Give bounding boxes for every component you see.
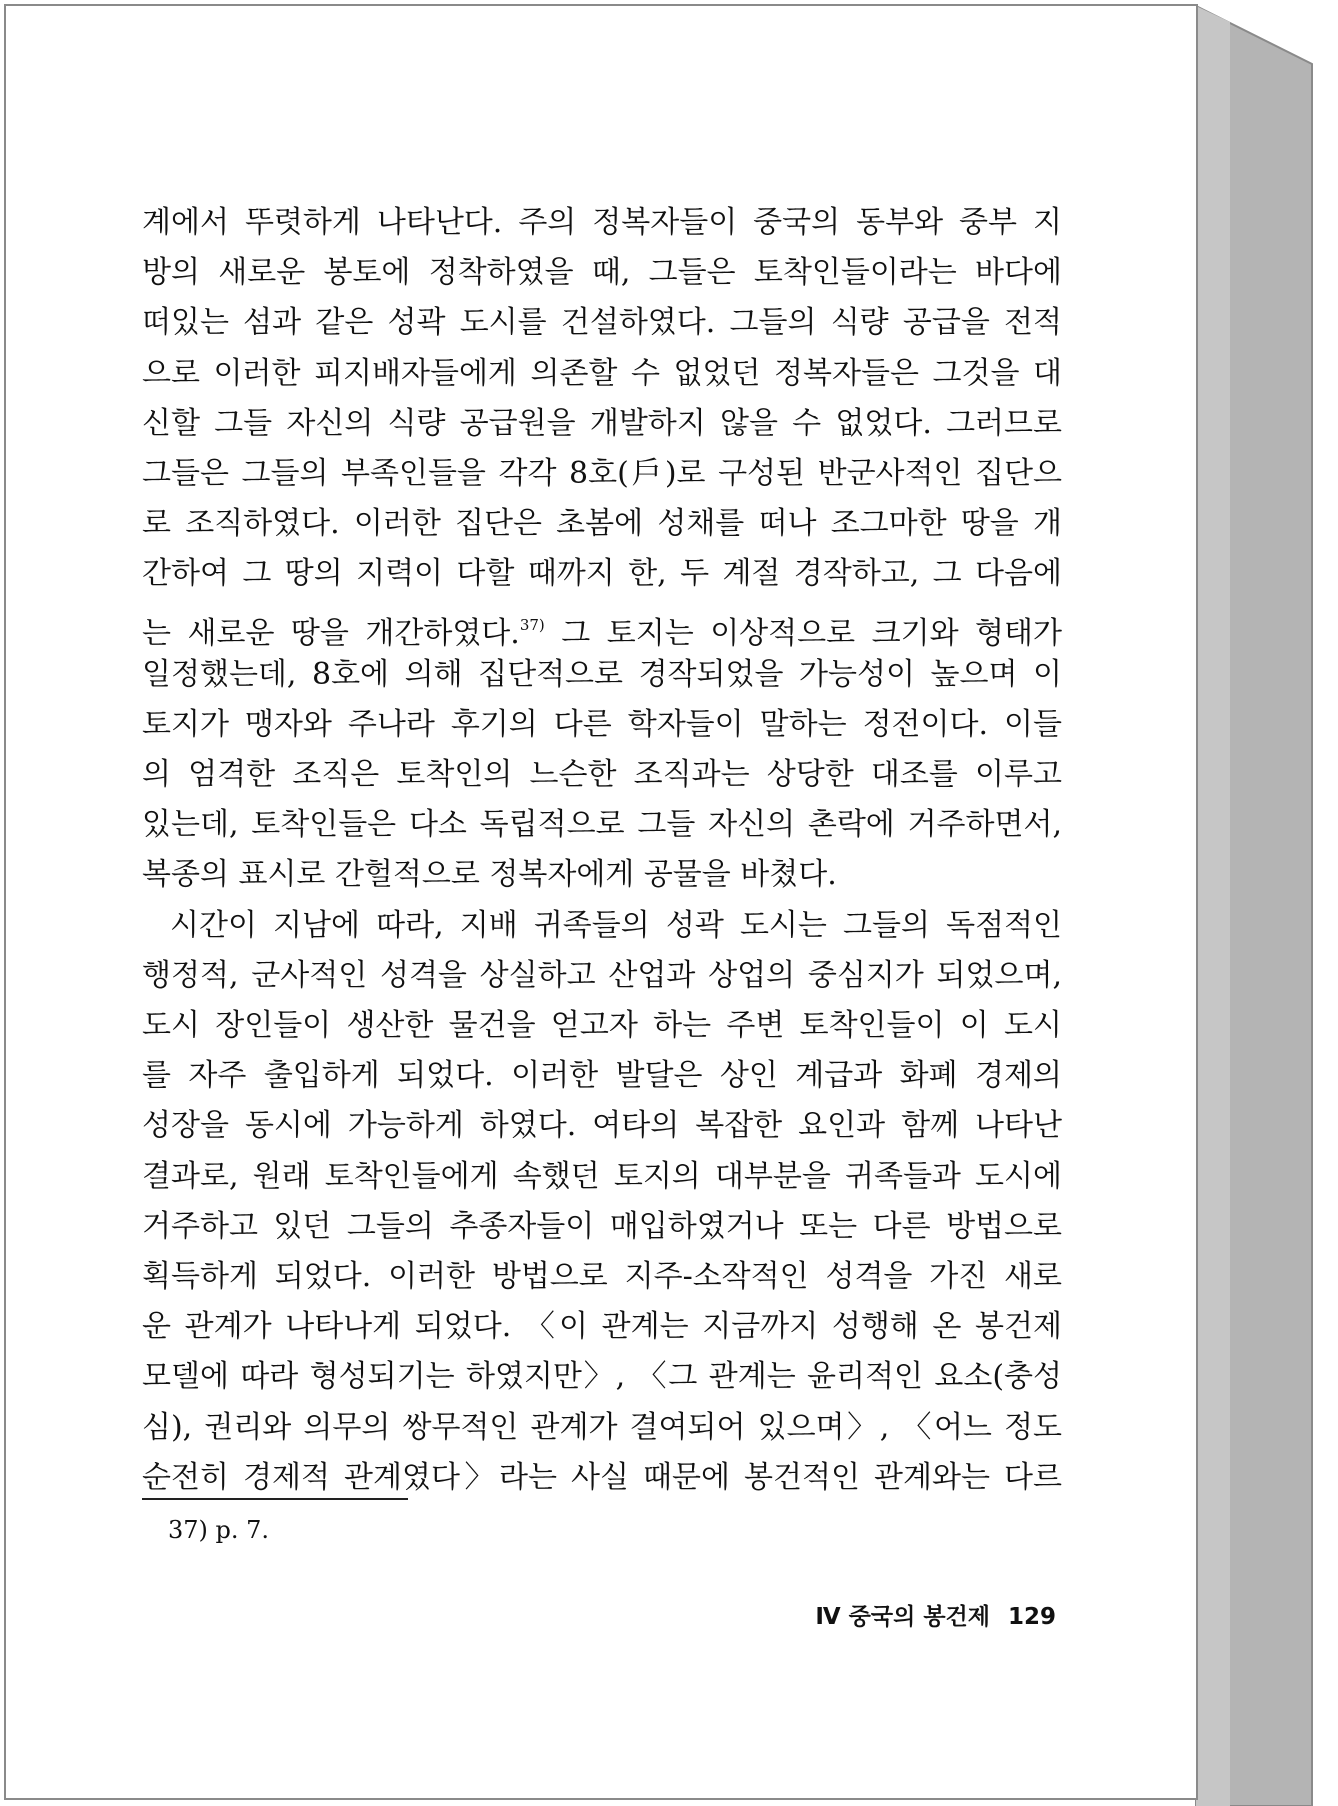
text-line: 로 조직하였다. 이러한 집단은 초봄에 성채를 떠나 조그마한 땅을 개: [142, 506, 1062, 542]
text-line: 결과로, 원래 토착인들에게 속했던 토지의 대부분을 귀족들과 도시에: [142, 1158, 1062, 1194]
text-line-with-footnote: [142, 600, 1062, 650]
text-line: 그들은 그들의 부족인들을 각각 8호(戶)로 구성된 반군사적인 집단으: [142, 455, 1062, 491]
text-line: 심), 권리와 의무의 쌍무적인 관계가 결여되어 있으며〉, 〈어느 정도: [142, 1409, 1062, 1445]
text-line: 획득하게 되었다. 이러한 방법으로 지주-소작적인 성격을 가진 새로: [142, 1258, 1062, 1294]
text-line: 거주하고 있던 그들의 추종자들이 매입하였거나 또는 다른 방법으로: [142, 1208, 1062, 1244]
text-line: 있는데, 토착인들은 다소 독립적으로 그들 자신의 촌락에 거주하면서,: [142, 807, 1062, 843]
chapter-number: Ⅳ: [815, 1604, 841, 1630]
text-line: 방의 새로운 봉토에 정착하였을 때, 그들은 토착인들이라는 바다에: [142, 255, 1062, 291]
text-line: 순전히 경제적 관계였다〉라는 사실 때문에 봉건적인 관계와는 다르: [142, 1459, 1062, 1495]
footnote-reference: 37): [519, 615, 545, 634]
running-footer: [790, 1598, 1056, 1631]
text-line: 일정했는데, 8호에 의해 집단적으로 경작되었을 가능성이 높으며 이: [142, 656, 1062, 692]
text-line: 간하여 그 땅의 지력이 다할 때까지 한, 두 계절 경작하고, 그 다음에: [142, 556, 1062, 592]
text-line: 의 엄격한 조직은 토착인의 느슨한 조직과는 상당한 대조를 이루고: [142, 757, 1062, 793]
paragraph-start-line: 시간이 지남에 따라, 지배 귀족들의 성곽 도시는 그들의 독점적인: [170, 907, 1062, 943]
text-segment: 는 새로운 땅을 개간하였다.: [142, 615, 520, 651]
text-line: 으로 이러한 피지배자들에게 의존할 수 없었던 정복자들은 그것을 대: [142, 355, 1062, 391]
footnote-rule: [142, 1498, 408, 1500]
text-line: 떠있는 섬과 같은 성곽 도시를 건설하였다. 그들의 식량 공급을 전적: [142, 305, 1062, 341]
text-line: 모델에 따라 형성되기는 하였지만〉, 〈그 관계는 윤리적인 요소(충성: [142, 1359, 1062, 1395]
text-line: 행정적, 군사적인 성격을 상실하고 산업과 상업의 중심지가 되었으며,: [142, 957, 1062, 993]
text-line: 운 관계가 나타나게 되었다. 〈이 관계는 지금까지 성행해 온 봉건제: [142, 1309, 1062, 1345]
text-line: 도시 장인들이 생산한 물건을 얻고자 하는 주변 토착인들이 이 도시: [142, 1008, 1062, 1043]
body-text: [142, 198, 1062, 1503]
paragraph-end-line: 복종의 표시로 간헐적으로 정복자에게 공물을 바쳤다.: [142, 857, 837, 893]
text-line: 계에서 뚜렷하게 나타난다. 주의 정복자들이 중국의 동부와 중부 지: [142, 205, 1062, 240]
footnote: 37) p. 7.: [168, 1516, 270, 1544]
text-segment: 그 토지는 이상적으로 크기와 형태가: [544, 615, 1062, 651]
text-line: 성장을 동시에 가능하게 하였다. 여타의 복잡한 요인과 함께 나타난: [142, 1108, 1062, 1144]
text-line: 신할 그들 자신의 식량 공급원을 개발하지 않을 수 없었다. 그러므로: [142, 405, 1062, 441]
text-line: 를 자주 출입하게 되었다. 이러한 발달은 상인 계급과 화폐 경제의: [142, 1058, 1062, 1094]
page-number: 129: [1007, 1604, 1056, 1630]
chapter-title: 중국의 봉건제: [848, 1604, 990, 1630]
text-line: 토지가 맹자와 주나라 후기의 다른 학자들이 말하는 정전이다. 이들: [142, 706, 1062, 742]
